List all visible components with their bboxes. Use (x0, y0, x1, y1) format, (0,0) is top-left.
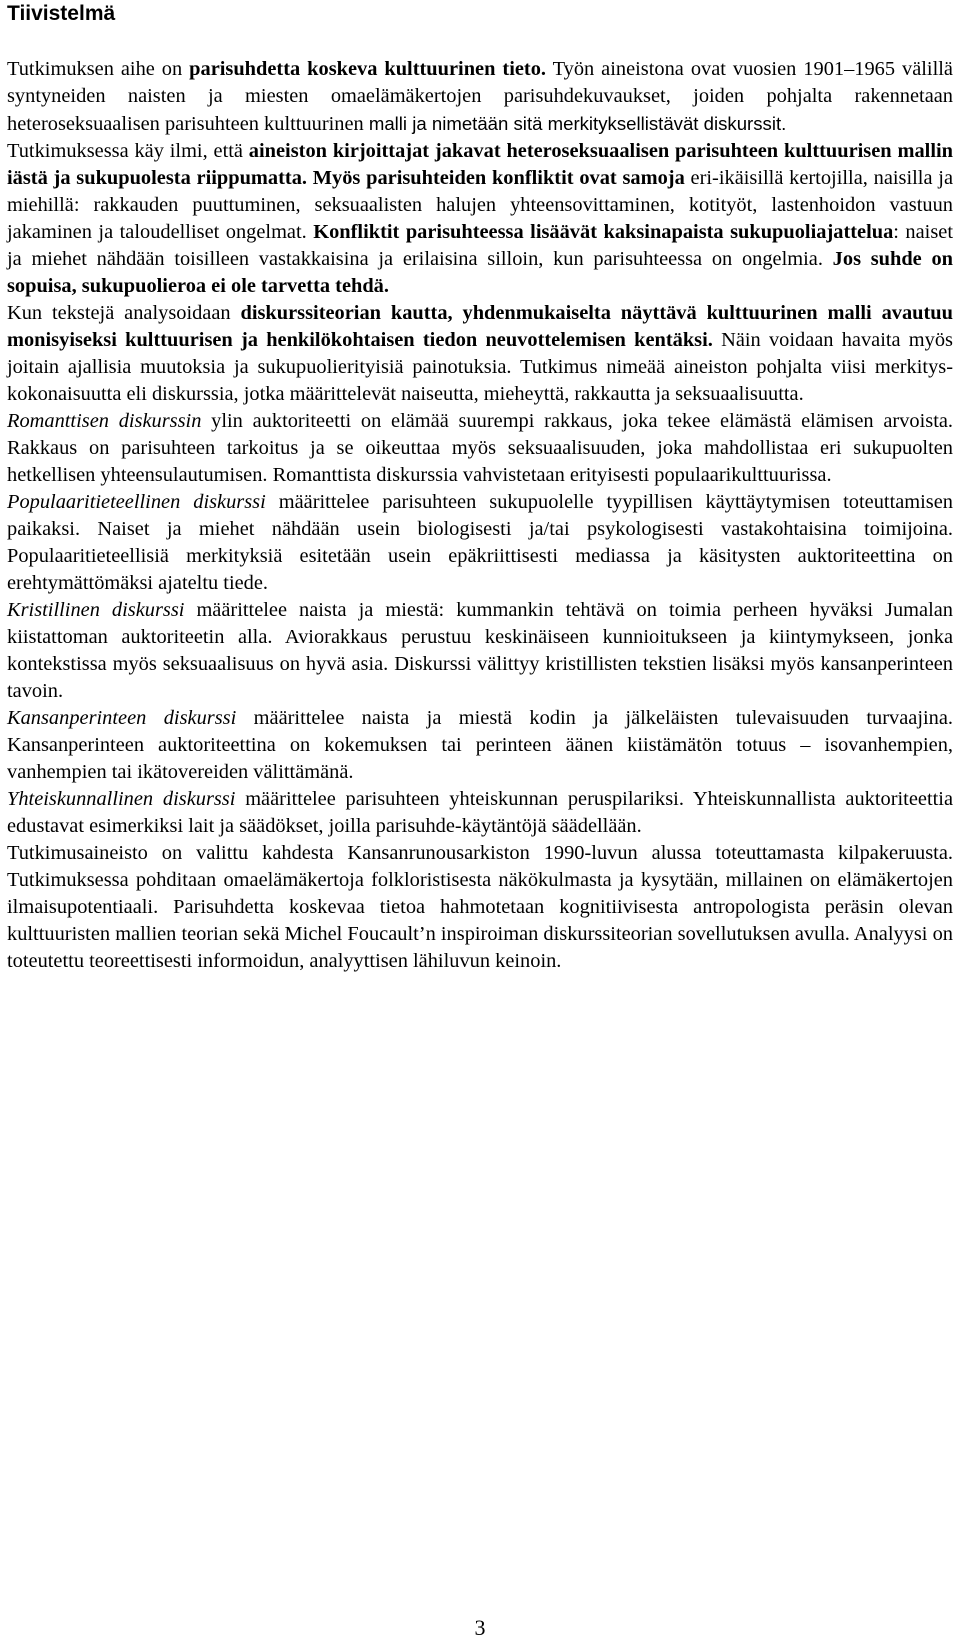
paragraph (7, 786, 953, 840)
text-run: Näin voidaan havaita myös joitain ajallisia muutoksia ja sukupuolierityisiä painotuksia. Tutkimus nimeää aineiston pohjalta viisi merkitys-kokonaisuutta eli diskurssia, jotka määrittelevät naiseutta, mieheyttä, rakkautta ja seksuaalisuutta. (7, 329, 953, 405)
paragraph (7, 489, 953, 597)
text-run: määrittelee naista ja miestä kodin ja jälkeläisten tulevaisuuden turvaajina. Kansanperinteen auktoriteettina on kokemuksen tai perinteen äänen kiistämätön totuus – isovanhempien, vanhempien tai ikätovereiden välittämänä. (7, 707, 953, 783)
text-run: Tutkimusaineisto on valittu kahdesta Kansanrunousarkiston 1990-luvun alussa toteuttamasta kilpakeruusta. Tutkimuksessa pohditaan omaelämäkertoja folkloristisesta näkökulmasta ja kysytään, millainen on elämäkertojen ilmaisupotentiaali. Parisuhdetta koskevaa tietoa hahmotetaan kognitiivisesta antropologista peräsin olevan kulttuuristen mallien teorian sekä Michel Foucault’n inspiroiman diskurssiteorian sovellutuksen avulla. Analyysi on toteutettu teoreettisesti informoidun, analyyttisen lähiluvun keinoin. (7, 842, 953, 972)
italic-term: Yhteiskunnallinen diskurssi (7, 788, 236, 810)
text-run: malli ja nimetään sitä merkityksellistävät diskurssit. (368, 113, 787, 134)
paragraph (7, 56, 953, 138)
paragraph (7, 300, 953, 408)
page-number: 3 (474, 1615, 486, 1640)
paragraph (7, 705, 953, 786)
bold-text: Myös parisuhteiden konfliktit ovat samoja (312, 167, 685, 189)
text-run: määrittelee naista ja miestä: kummankin tehtävä on toimia perheen hyväksi Jumalan kiistattoman auktoriteetin alla. Aviorakkaus perustuu keskinäiseen kunnioitukseen ja kiintymykseen, jonka kontekstissa myös seksuaalisuus on hyvä asia. Diskurssi välittyy kristillisten tekstien lisäksi myös kansanperinteen tavoin. (7, 599, 954, 702)
text-run: Tutkimuksen aihe on (7, 58, 190, 80)
paragraph (7, 840, 953, 975)
text-run: määrittelee parisuhteen yhteiskunnan peruspilariksi. Yhteiskunnallista auktoriteettia edustavat esimerkiksi lait ja säädökset, joilla parisuhde-käytäntöjä säädellään. (7, 788, 953, 837)
bold-text: aineiston kirjoittajat jakavat heteroseksuaalisen parisuhteen kulttuurisen mallin iästä ja sukupuolesta riippumatta. (7, 140, 953, 189)
paragraph (7, 408, 953, 489)
bold-text: parisuhdetta koskeva kulttuurinen tieto. (189, 58, 546, 80)
italic-term: Populaaritieteellinen diskurssi (7, 491, 266, 513)
paragraph (7, 138, 953, 300)
page-title: Tiivistelmä (7, 2, 116, 25)
text-run: : naiset ja miehet nähdään toisilleen vastakkaisina ja erilaisina silloin, kun parisuhteessa on ongelmia. (7, 221, 953, 270)
text-run: Tutkimuksessa käy ilmi, että (7, 140, 249, 162)
text-run: eri-ikäisillä kertojilla, naisilla ja miehillä: rakkauden puuttuminen, seksuaalisten halujen yhteensovittaminen, kotityöt, lastenhoidon vastuun jakaminen ja taloudelliset ongelmat. (7, 167, 953, 243)
bold-text: diskurssiteorian kautta, yhdenmukaiselta näyttävä kulttuurinen malli avautuu monisyiseksi kulttuurisen ja henkilökohtaisen tiedon neuvottelemisen kentäksi. (7, 302, 953, 351)
abstract-body (7, 56, 953, 975)
document-page (7, 0, 954, 1640)
italic-term: Kansanperinteen diskurssi (7, 707, 237, 729)
italic-term: Romanttisen diskurssin (7, 410, 202, 432)
italic-term: Kristillinen diskurssi (7, 599, 185, 621)
text-run: Kun tekstejä analysoidaan (7, 302, 241, 324)
paragraph (7, 597, 953, 705)
text-run: määrittelee parisuhteen sukupuolelle tyypillisen käyttäytymisen toteuttamisen paikaksi. Naiset ja miehet nähdään usein biologisesti ja/tai psykologisesti vastakohtaisina toimijoina. Populaaritieteellisiä merkityksiä esitetään usein epäkriittisesti mediassa ja käsitysten auktoriteettina on erehtymättömäksi ajateltu tiede. (7, 491, 953, 594)
bold-text: Konfliktit parisuhteessa lisäävät kaksinapaista sukupuoliajattelua (313, 221, 894, 243)
text-run: Työn aineistona ovat vuosien 1901–1965 välillä syntyneiden naisten ja miesten omaelämäkertojen parisuhdekuvaukset, joiden pohjalta rakennetaan heteroseksuaalisen parisuhteen kulttuurinen (7, 58, 953, 135)
bold-text: Jos suhde on sopuisa, sukupuolieroa ei ole tarvetta tehdä. (7, 248, 953, 297)
text-run: ylin auktoriteetti on elämää suurempi rakkaus, joka tekee elämästä elämisen arvoista. Rakkaus on parisuhteen tarkoitus ja se oikeuttaa myös seksuaalisuuden, joka mahdollistaa eri sukupuolten hetkellisen yhteensulautumisen. Romanttista diskurssia vahvistetaan erityisesti populaarikulttuurissa. (7, 410, 954, 486)
